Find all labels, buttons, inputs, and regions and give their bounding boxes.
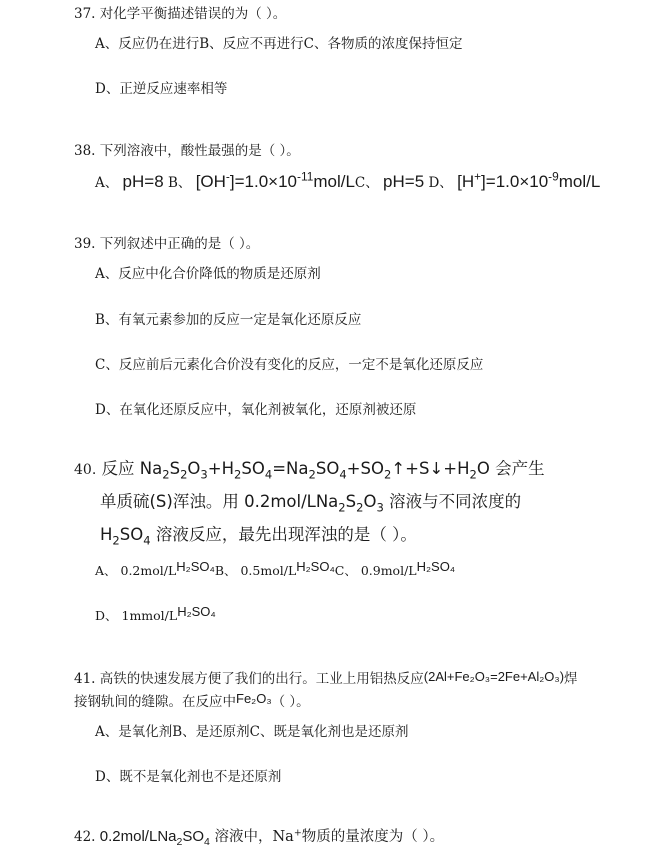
q41-l2-end: （ ）。 [271, 694, 310, 710]
q41-line-2 [74, 693, 310, 711]
q42-number: 42. [74, 829, 96, 845]
q38-a-prefix: A、 [95, 175, 119, 191]
q42-formula [99, 828, 210, 848]
q40-l3-c: 溶液反应，最先出现浑浊的是（ ）。 [150, 525, 417, 544]
q38-b-sup2: -11 [297, 169, 314, 184]
q40-a-prefix: A、 0.2mol/L [95, 563, 177, 578]
q40-l2-c: O [363, 492, 377, 511]
q40-l2-b: S [345, 492, 357, 511]
q38-c-value: pH=5 [383, 172, 425, 191]
q40-l1-d: +H [207, 459, 235, 478]
q40-l1-i: ↑+S↓+H [391, 459, 470, 478]
q40-number: 40. [74, 462, 97, 478]
q40-b-prefix: B、 0.5mol/L [214, 563, 297, 578]
q40-l1-h: +SO [346, 459, 384, 478]
q40-l1-b: S [169, 459, 181, 478]
q40-line-1 [74, 459, 545, 482]
q38-b-sup1: - [225, 169, 230, 184]
q38-options [95, 171, 600, 193]
q40-l1-s4: 2 [234, 467, 242, 482]
q38-b-v2: ]=1.0×10 [229, 172, 298, 191]
q40-l2-a: 单质硫(S)浑浊。用 0.2mol/LNa [100, 492, 339, 511]
q42-s1: 2 [176, 836, 183, 848]
q40-l1-s5: 4 [264, 467, 273, 482]
q38-b-prefix: B、 [167, 175, 192, 191]
q40-l1-s7: 4 [339, 467, 347, 482]
q40-l1-c: O [187, 459, 201, 478]
q42-stem [74, 828, 444, 846]
q37-stem: 37. 对化学平衡描述错误的为（ ）。 [74, 6, 287, 22]
q42-b: SO [182, 828, 205, 845]
q40-option-d [95, 604, 216, 625]
q41-option-d: D、既不是氧化剂也不是还原剂 [95, 769, 282, 785]
q39-option-a: A、反应中化合价降低的物质是还原剂 [95, 266, 321, 282]
q40-c-formula: H₂SO₄ [416, 559, 456, 574]
q40-d-formula: H₂SO₄ [177, 604, 216, 619]
q42-s2: 4 [204, 836, 210, 848]
q41-line-1 [74, 670, 578, 688]
q40-l1-j: O 会产生 [476, 459, 545, 478]
q38-d-prefix: D、 [428, 175, 453, 191]
q40-l2-d: 溶液与不同浓度的 [383, 492, 522, 511]
q41-options-abc: A、是氧化剂B、是还原剂C、既是氧化剂也是还原剂 [95, 724, 409, 740]
q38-a-value: pH=8 [122, 172, 164, 191]
q42-c: 溶液中，Na [209, 829, 294, 845]
q40-options-abc [95, 559, 456, 580]
q40-a-formula: H₂SO₄ [176, 559, 215, 574]
q42-a: 0.2mol/LNa [99, 828, 177, 845]
q38-b-v3: mol/L [313, 172, 355, 191]
q40-c-prefix: C、 0.9mol/L [334, 563, 417, 578]
q40-line-3 [100, 525, 417, 548]
q40-l1-e: SO [241, 459, 265, 478]
q38-d-sup2: -9 [548, 169, 559, 184]
q39-stem: 39. 下列叙述中正确的是（ ）。 [74, 236, 260, 252]
q40-l3-s1: 2 [112, 533, 120, 548]
q38-b-value [195, 169, 355, 191]
q40-l2-s1: 2 [338, 500, 346, 515]
q38-c-prefix: C、 [354, 175, 379, 191]
q40-l1-s2: 2 [180, 467, 188, 482]
q42-d: 物质的量浓度为（ ）。 [301, 829, 445, 845]
q41-l1-end: 焊 [564, 671, 578, 687]
q41-l1-text: 41. 高铁的快速发展方便了我们的出行。工业上用铝热反应 [74, 671, 424, 687]
q37-option-d: D、正逆反应速率相等 [95, 81, 228, 97]
q37-options-abc: A、反应仍在进行B、反应不再进行C、各物质的浓度保持恒定 [95, 36, 463, 52]
q40-l1-s9: 2 [469, 467, 477, 482]
q41-formula: Fe₂O₃ [236, 691, 272, 706]
q42-sup: + [293, 827, 302, 839]
q38-d-v3: mol/L [558, 172, 601, 191]
q40-l3-b: SO [119, 525, 144, 544]
q38-d-v2: ]=1.0×10 [481, 172, 549, 191]
q40-l2-s2: 2 [356, 500, 364, 515]
q41-l2-text: 接钢轨间的缝隙。在反应中 [74, 694, 236, 710]
q39-option-c: C、反应前后元素化合价没有变化的反应，一定不是氧化还原反应 [95, 357, 484, 373]
q40-l1-a: 反应 Na [101, 459, 163, 478]
q40-l1-s1: 2 [162, 467, 170, 482]
q39-option-b: B、有氧元素参加的反应一定是氧化还原反应 [95, 312, 362, 328]
q40-line-2 [100, 492, 522, 515]
q38-d-v1: [H [457, 172, 475, 191]
q38-d-sup1: + [474, 169, 482, 184]
q40-l2-s3: 3 [376, 500, 384, 515]
q39-option-d: D、在氧化还原反应中，氧化剂被氧化，还原剂被还原 [95, 402, 417, 418]
q40-l1-g: SO [315, 459, 340, 478]
q38-stem: 38. 下列溶液中，酸性最强的是（ ）。 [74, 143, 300, 159]
q40-l1-s3: 3 [200, 467, 208, 482]
q38-d-value [457, 169, 601, 191]
q40-l1-s8: 2 [383, 467, 392, 482]
q40-l3-a: H [100, 525, 113, 544]
q38-b-v1: [OH [195, 172, 226, 191]
q40-l1-f: =Na [272, 459, 309, 478]
q40-d-prefix: D、 1mmol/L [95, 608, 178, 623]
q40-l1-s6: 2 [308, 467, 316, 482]
q40-l3-s2: 4 [143, 533, 151, 548]
q40-b-formula: H₂SO₄ [296, 559, 335, 574]
q41-equation: (2Al+Fe₂O₃=2Fe+Al₂O₃) [423, 669, 565, 684]
